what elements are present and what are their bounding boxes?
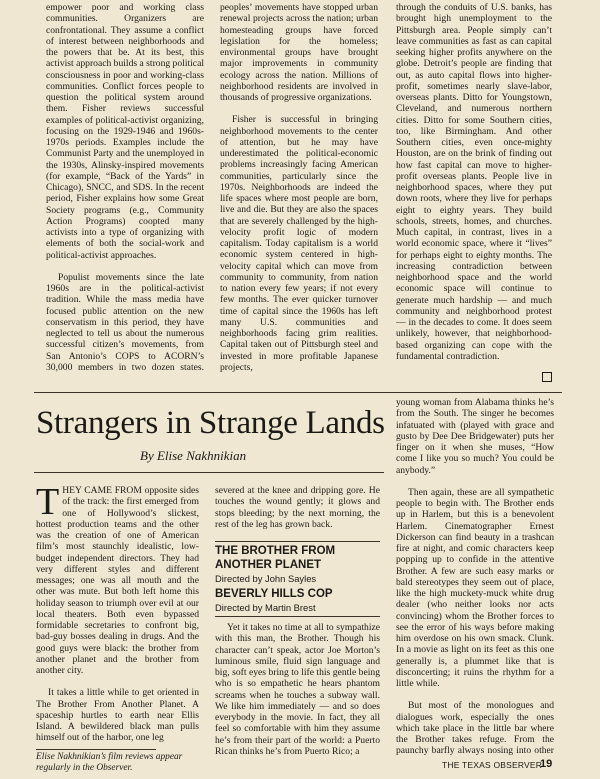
page-number: 19 — [540, 758, 553, 770]
paragraph: Then again, these are all sympathetic people to begin with. The Brother ends up in Harlem, but this is a benevolent Harlem. Cinematographer Ernest Dickerson can find beauty in a trashcan fire at night, and comic characters keep popping up to confide in the attentive Brother. A few are such easy marks or bald stereotypes they seem out of place, like the high muckety-muck white drug dealer (who neither looks nor acts convincing) whom the Brother forces to see the error of his ways before making him overdose on his own smack. Clunk. In a movie as light on its feet as this one generally is, a plummet like that is disconcerting; it ruins the rhythm for a little while. — [396, 486, 554, 689]
review-column-1 — [46, 2, 204, 374]
paragraph: young woman from Alabama thinks he’s from the South. The singer he becomes infatuated with (played with grace and gusto by Dee Dee Bridgewater) puts her finger on it when she muses, “How come I like you so much? You could be anybody.” — [396, 397, 554, 476]
paragraph: through the conduits of U.S. banks, has brought high unemployment to the Pittsburgh area. People simply can’t leave communities as fast as can capital seeking higher profits anywhere on the globe. Detroit’s people are finding that out, as auto capital flows into higher-profit, sometimes nearly slave-labor, overseas plants. Ditto for Youngstown, Cleveland, and numerous northern cities. Ditto for some Southern cities, too, like Birmingham. And other Southern cities, even once-mighty Houston, are on the brink of finding out how fast capital can move to higher-profit overseas plants. People live in neighborhood spaces, where they put down roots, where they live for perhaps eight to eighty years. They build schools, streets, homes, and churches. Much capital, in contrast, lives in a world economic space, where it “lives” for perhaps eight to eighty months. The increasing contradiction between neighborhood space and the world economic space will continue to generate much hardship — and much community and neighborhood protest — in the decades to come. It does seem unlikely, however, that neighborhood-based organizing can cope with the fundamental contradiction. — [396, 2, 552, 362]
paragraph: severed at the knee and dripping gore. He touches the wound gently; it glows and stops bleeding; by the next morning, the rest of the leg has grown back. — [215, 485, 380, 530]
paragraph: Yet it takes no time at all to sympathize with this man, the Brother. Though his character can’t speak, actor Joe Morton’s luminous smile, fluid sign language and big, soft eyes bring to life this gentle being who is so empathetic he hears phantom screams when he touches a subway wall. We like him immediately — and so does everybody in the movie. In fact, they all feel so comfortable with him they assume he’s from their part of the world: a Puerto Rican thinks he’s from Puerto Rico; a — [215, 622, 380, 757]
author-footnote: Elise Nakhnikian’s film reviews appear regularly in the Observer. — [36, 752, 183, 773]
film-title: BEVERLY HILLS COP — [215, 588, 333, 600]
paragraph: But most of the monologues and dialogues work, especially the ones which take place in the little bar where the Brother takes refuge. From the paunchy barfly always nosing into other — [396, 700, 554, 755]
paragraph: empower poor and working class communities. Organizers are confrontational. They assume a conflict of interest between neighborhoods and the powers that be. At its best, this activist approach builds a strong political consciousness in poor and working-class communities. Conflict forces people to question the political system around them. Fisher reviews successful examples of political-activist organizing, focusing on the 1929-1946 and 1960s-1970s periods. Examples include the Communist Party and the unemployed in the 1930s, Alinsky-inspired movements (for example, “Back of the Yards” in Chicago), SNCC, and SDS. In the recent period, Fisher explains how some Great Society programs (e.g., Community Action Programs) coopted many activists into a type of organizing with elements of both the social-work and political-activist approaches. — [46, 2, 204, 261]
review-column-2 — [220, 2, 378, 384]
paragraph: Populist movements since the late 1960s are in the political-activist tradition. While the mass media have focused public attention on the new conservatism in this period, they have neglected to tell us about the numerous successful citizen’s movements, from San Antonio’s COPS to ACORN’s 30,000 members in two dozen states. — [46, 271, 204, 373]
article-title: Strangers in Strange Lands — [36, 405, 385, 441]
film-title: THE BROTHER FROM ANOTHER PLANET — [215, 545, 336, 571]
title-divider — [34, 472, 384, 473]
article-column-2-body — [215, 622, 380, 762]
byline: By Elise Nakhnikian — [140, 448, 247, 463]
article-column-3 — [396, 397, 554, 755]
section-divider — [34, 392, 562, 393]
drop-cap: T — [36, 485, 60, 523]
paragraph: Fisher is successful in bringing neighborhood movements to the center of attention, but he may have underestimated the political-economic problems increasingly facing American communities, particularly since the 1970s. Neighborhoods are indeed the life spaces where most people are born, live and die. But they are also the spaces that are severely challenged by the high-velocity profit logic of modern capitalism. Today capitalism is a world economic system centered in high-velocity capital which can move from community to community, from nation to nation every few years; if not every few months. The ever quicker turnover time of capital since the 1960s has left many U.S. communities and neighborhoods facing grim realities. Capital taken out of Pittsburgh steel and invested in more profitable Japanese projects, — [220, 114, 378, 373]
lead-text: HEY CAME FROM opposite sides of the track: the first emerged from one of Hollywood’s slickest, hottest production teams and the other was the creation of one of American film’s most staunchly idealistic, low-budget independent directors. They had very different styles and different messages; one was all mouth and the other was mute. But both left home this holiday season to triumph over evil at our local theaters. Both even bypassed formidable secretaries to confront big, bad-guy bosses dealing in drugs. And the good guys were black: the brother from another planet and the brother from another city. — [36, 485, 199, 676]
film-box-bottom-rule — [215, 616, 380, 617]
paragraph: It takes a little while to get oriented in The Brother From Another Planet. A spaceship hurtles to earth near Ellis Island. A bewildered black man pulls himself out of the harbor, one leg — [36, 687, 199, 744]
film-director: Directed by John Sayles — [215, 573, 317, 584]
film-director: Directed by Martin Brest — [215, 602, 316, 613]
magazine-name: THE TEXAS OBSERVER — [442, 760, 543, 770]
end-of-article-mark — [542, 372, 552, 382]
article-column-2-top — [215, 485, 380, 545]
paragraph: peoples’ movements have stopped urban renewal projects across the nation; urban homesteading groups have forced legislation for the homeless; environmental groups have brought major improvements in community ecology across the nation. Millions of neighborhood residents are involved in thousands of progressive organizations. — [220, 2, 378, 103]
article-column-1 — [36, 485, 199, 745]
lead-paragraph — [36, 485, 199, 676]
review-column-3 — [396, 2, 552, 384]
film-box-top-rule — [215, 541, 380, 542]
footnote-rule — [36, 749, 156, 750]
